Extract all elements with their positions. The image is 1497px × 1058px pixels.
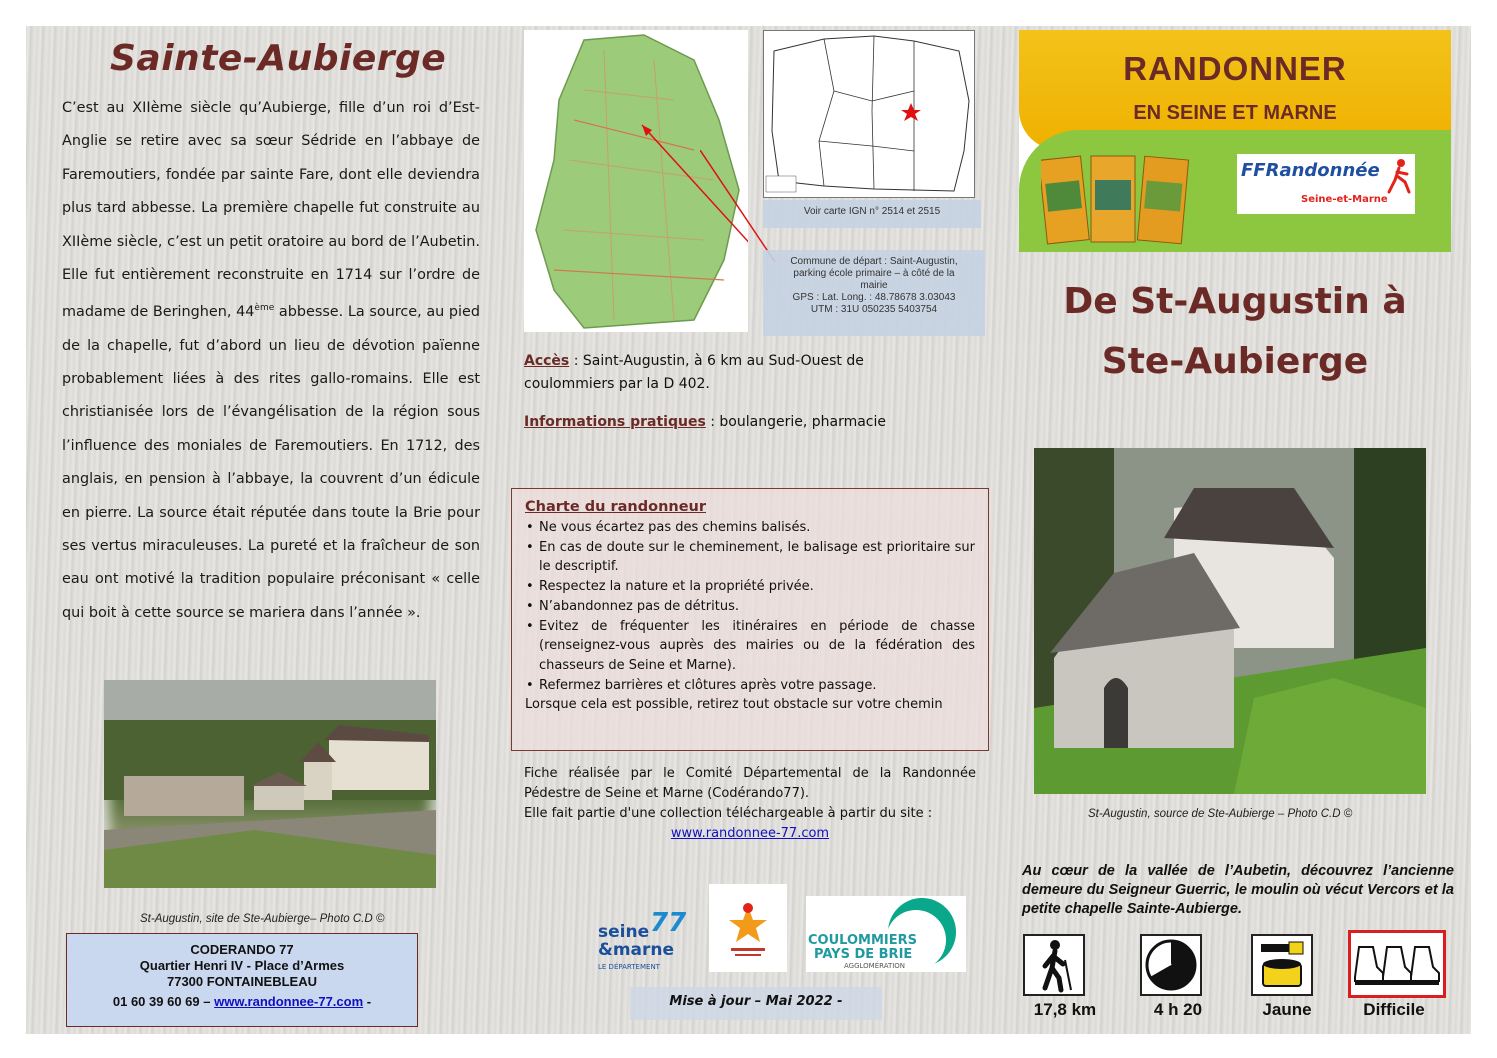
stat-distance-box xyxy=(1023,934,1085,996)
fiche-credit xyxy=(524,764,976,844)
charte-item: • Evitez de fréquenter les itinéraires en période de chasse (renseignez-vous auprès des mairies ou de la fédération des chasseurs de Seine et Marne). xyxy=(539,617,975,676)
ffr-sub-text: Seine-et-Marne xyxy=(1301,194,1388,205)
charte-footer: Lorsque cela est possible, retirez tout obstacle sur votre chemin xyxy=(525,697,943,713)
clock-icon xyxy=(1142,936,1200,994)
photo-caption-left: St-Augustin, site de Ste-Aubierge– Photo C.D © xyxy=(140,913,385,925)
fiche-credit-text: Fiche réalisée par le Comité Départemental de la Randonnée Pédestre de Seine et Marne (Codérando77). xyxy=(524,766,976,801)
start-commune: Commune de départ : Saint-Augustin, xyxy=(790,256,958,267)
ffrandonnee-logo xyxy=(1237,154,1415,214)
info-pratiques-label: Informations pratiques xyxy=(524,414,706,430)
seine-logo-caption: LE DÉPARTEMENT xyxy=(598,963,660,971)
charte-title: Charte du randonneur xyxy=(525,499,707,515)
history-text-part2: abbesse. La source, au pied de la chapelle, fut d’abord un lieu de dévotion païenne probablement liées à des rites gallo-romains. Elle est christianisée lors de l’évangélisation de la région sous l’influence des moniales de Faremoutiers. En 1712, des anglais, en pension à l’abbaye, la couvrent d’un édicule en pierre. La source était réputée dans toute la Brie pour ses vertus miraculeuses. La pureté et la fraîcheur de son eau ont motivé la tradition populaire préconisant « celle qui boit à cette source se mariera dans l’année ». xyxy=(62,304,480,621)
address-street: Quartier Henri IV - Place d’Armes xyxy=(139,958,345,973)
history-text-part1: C’est au XIIème siècle qu’Aubierge, fille d’un roi d’Est-Anglie se retire avec sa sœur Sédride en l’abbaye de Faremoutiers, fondée par sainte Fare, dont elle deviendra plus tard abbesse. La première chapelle fut construite au XIIème siècle, c’est un petit oratoire au bord de l’Aubetin. Elle fut entièrement reconstruite en 1714 sur l’ordre de madame de Beringhen, 44 xyxy=(62,100,480,321)
route-title-line1: De St-Augustin à xyxy=(1063,281,1407,322)
address-org: CODERANDO 77 xyxy=(190,942,294,957)
ffr-walker-icon xyxy=(1385,158,1413,194)
address-city: 77300 FONTAINEBLEAU xyxy=(166,974,317,989)
star-logo-icon xyxy=(709,884,787,972)
charte-item: • Ne vous écartez pas des chemins balisés. xyxy=(539,518,975,538)
section-title-sainte-aubierge: Sainte-Aubierge xyxy=(110,38,447,79)
locator-map xyxy=(763,30,975,198)
charte-item: • Respectez la nature et la propriété privée. xyxy=(539,577,975,597)
contact-address-box xyxy=(66,933,418,1027)
banner-subtitle: EN SEINE ET MARNE xyxy=(1133,102,1337,124)
seine-logo-word1: seine xyxy=(598,922,650,942)
seine-logo-word2: &marne xyxy=(598,940,675,960)
stat-difficulty-label: Difficile xyxy=(1363,1000,1425,1019)
photo-source-ste-aubierge xyxy=(1034,448,1426,794)
acces-label: Accès xyxy=(524,353,570,369)
stat-distance-label: 17,8 km xyxy=(1033,1000,1097,1019)
pays-de-brie-word: PAYS DE BRIE xyxy=(814,947,913,962)
info-pratiques-block xyxy=(524,411,974,434)
fiche-collection-text: Elle fait partie d'une collection téléchargeable à partir du site : xyxy=(524,806,933,821)
coulommiers-logo xyxy=(806,896,966,972)
locator-map-graphic xyxy=(764,31,972,195)
photo-chapel-illustration xyxy=(1034,448,1426,794)
photo-caption-right: St-Augustin, source de Ste-Aubierge – Photo C.D © xyxy=(1088,808,1353,820)
photo-site-ste-aubierge xyxy=(104,680,436,888)
address-phone: 01 60 39 60 69 – xyxy=(112,994,211,1009)
seine-et-marne-logo xyxy=(594,908,690,974)
agglomeration-word: AGGLOMÉRATION xyxy=(844,962,906,970)
start-info-box xyxy=(763,250,985,336)
seine-logo-number: 77 xyxy=(650,908,687,938)
update-date: Mise à jour – Mai 2022 - xyxy=(630,987,882,1020)
charte-item: • Refermez barrières et clôtures après votre passage. xyxy=(539,676,975,696)
address-trailing-dash: - xyxy=(366,994,372,1009)
ign-map-note: Voir carte IGN n° 2514 et 2515 xyxy=(763,200,981,228)
address-website-link[interactable]: www.randonnee-77.com xyxy=(214,994,364,1009)
photo-village-illustration xyxy=(104,680,436,888)
superscript-eme: ème xyxy=(254,303,275,314)
info-pratiques-text: : boulangerie, pharmacie xyxy=(705,414,887,430)
paint-marker-icon xyxy=(1253,936,1311,994)
charte-randonneur-box xyxy=(511,488,989,751)
fiche-website-link[interactable]: www.randonnee-77.com xyxy=(670,826,830,841)
boots-icon xyxy=(1351,933,1443,995)
start-gps: GPS : Lat. Long. : 48.78678 3.03043 xyxy=(792,292,956,303)
stat-marking-label: Jaune xyxy=(1262,1000,1312,1019)
fiche-link-wrap xyxy=(524,824,976,844)
charte-item: • En cas de doute sur le cheminement, le balisage est prioritaire sur le descriptif. xyxy=(539,538,975,577)
route-title-line2: Ste-Aubierge xyxy=(1101,341,1369,382)
departement-star-logo xyxy=(709,884,787,972)
stat-marking-box xyxy=(1251,934,1313,996)
guidebooks-icon xyxy=(1041,152,1191,248)
randonner-banner xyxy=(1019,30,1451,252)
charte-item: • N’abandonnez pas de détritus. xyxy=(539,597,975,617)
start-utm: UTM : 31U 050235 5403754 xyxy=(810,304,938,315)
acces-block xyxy=(524,350,934,396)
charte-list xyxy=(525,518,975,695)
acces-text: : Saint-Augustin, à 6 km au Sud-Ouest de coulommiers par la D 402. xyxy=(524,353,864,392)
stat-duration-box xyxy=(1140,934,1202,996)
route-title xyxy=(1040,272,1430,392)
route-teaser: Au cœur de la vallée de l’Aubetin, découvrez l’ancienne demeure du Seigneur Guerric, le moulin où vécut Vercors et la petite chapelle Sainte-Aubierge. xyxy=(1022,863,1454,917)
address-contact-line xyxy=(67,994,417,1010)
start-mairie: mairie xyxy=(860,280,888,291)
banner-title: RANDONNER xyxy=(1123,50,1347,87)
ffr-brand-text: FFRandonnée xyxy=(1241,160,1380,181)
stat-difficulty-box xyxy=(1348,930,1446,998)
stat-duration-label: 4 h 20 xyxy=(1153,1000,1203,1019)
hiker-icon xyxy=(1025,936,1083,994)
coulommiers-word: COULOMMIERS xyxy=(808,933,917,948)
history-paragraph xyxy=(62,92,480,630)
start-parking: parking école primaire – à côté de la xyxy=(793,268,955,279)
